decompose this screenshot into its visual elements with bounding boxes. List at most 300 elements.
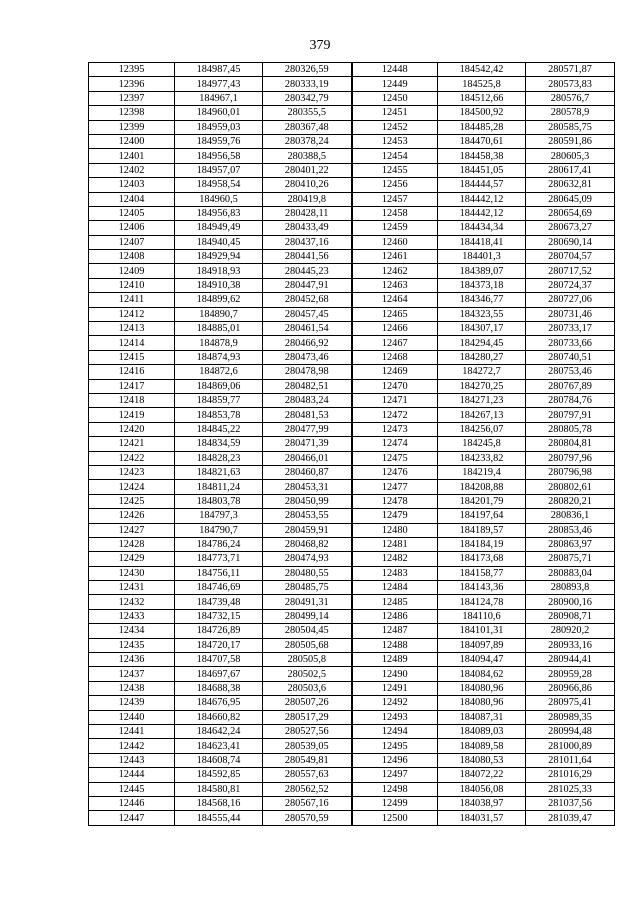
x-coordinate-cell: 184101,31 [438, 624, 526, 638]
y-coordinate-cell: 280481,53 [263, 408, 352, 422]
point-number-cell: 12500 [352, 811, 438, 825]
x-coordinate-cell: 184608,74 [175, 753, 263, 767]
y-coordinate-cell: 280491,31 [263, 595, 352, 609]
x-coordinate-cell: 184542,42 [438, 63, 526, 77]
point-number-cell: 12431 [89, 581, 175, 595]
table-row [89, 206, 615, 220]
x-coordinate-cell: 184434,34 [438, 221, 526, 235]
table-row [89, 739, 615, 753]
point-number-cell: 12483 [352, 566, 438, 580]
y-coordinate-cell: 280567,16 [263, 796, 352, 810]
point-number-cell: 12411 [89, 293, 175, 307]
point-number-cell: 12448 [352, 63, 438, 77]
y-coordinate-cell: 280989,35 [526, 710, 615, 724]
point-number-cell: 12490 [352, 667, 438, 681]
point-number-cell: 12454 [352, 149, 438, 163]
x-coordinate-cell: 184872,6 [175, 365, 263, 379]
y-coordinate-cell: 280900,16 [526, 595, 615, 609]
table-row [89, 221, 615, 235]
y-coordinate-cell: 280557,63 [263, 768, 352, 782]
y-coordinate-cell: 280753,46 [526, 365, 615, 379]
table-row [89, 336, 615, 350]
point-number-cell: 12446 [89, 796, 175, 810]
x-coordinate-cell: 184245,8 [438, 437, 526, 451]
x-coordinate-cell: 184158,77 [438, 566, 526, 580]
y-coordinate-cell: 280591,86 [526, 134, 615, 148]
table-row [89, 638, 615, 652]
y-coordinate-cell: 280355,5 [263, 106, 352, 120]
x-coordinate-cell: 184280,27 [438, 350, 526, 364]
point-number-cell: 12451 [352, 106, 438, 120]
x-coordinate-cell: 184451,05 [438, 163, 526, 177]
y-coordinate-cell: 281016,29 [526, 768, 615, 782]
x-coordinate-cell: 184720,17 [175, 638, 263, 652]
x-coordinate-cell: 184256,07 [438, 422, 526, 436]
point-number-cell: 12464 [352, 293, 438, 307]
table-row [89, 437, 615, 451]
point-number-cell: 12426 [89, 509, 175, 523]
x-coordinate-cell: 184959,76 [175, 134, 263, 148]
point-number-cell: 12420 [89, 422, 175, 436]
point-number-cell: 12497 [352, 768, 438, 782]
x-coordinate-cell: 184124,78 [438, 595, 526, 609]
point-number-cell: 12491 [352, 681, 438, 695]
x-coordinate-cell: 184786,24 [175, 537, 263, 551]
point-number-cell: 12457 [352, 192, 438, 206]
point-number-cell: 12429 [89, 552, 175, 566]
table-row [89, 63, 615, 77]
table-row [89, 379, 615, 393]
y-coordinate-cell: 280562,52 [263, 782, 352, 796]
table-row [89, 811, 615, 825]
table-row [89, 350, 615, 364]
table-row [89, 609, 615, 623]
y-coordinate-cell: 280883,04 [526, 566, 615, 580]
y-coordinate-cell: 280457,45 [263, 307, 352, 321]
table-row [89, 134, 615, 148]
y-coordinate-cell: 280477,99 [263, 422, 352, 436]
x-coordinate-cell: 184056,08 [438, 782, 526, 796]
y-coordinate-cell: 280473,46 [263, 350, 352, 364]
table-row [89, 393, 615, 407]
point-number-cell: 12456 [352, 178, 438, 192]
y-coordinate-cell: 280466,01 [263, 451, 352, 465]
x-coordinate-cell: 184458,38 [438, 149, 526, 163]
coordinates-table-body [89, 63, 615, 826]
x-coordinate-cell: 184790,7 [175, 523, 263, 537]
point-number-cell: 12452 [352, 120, 438, 134]
y-coordinate-cell: 280452,68 [263, 293, 352, 307]
coordinates-table [88, 62, 615, 826]
x-coordinate-cell: 184756,11 [175, 566, 263, 580]
y-coordinate-cell: 280527,56 [263, 724, 352, 738]
x-coordinate-cell: 184676,95 [175, 696, 263, 710]
y-coordinate-cell: 280585,75 [526, 120, 615, 134]
x-coordinate-cell: 184987,45 [175, 63, 263, 77]
x-coordinate-cell: 184957,07 [175, 163, 263, 177]
x-coordinate-cell: 184859,77 [175, 393, 263, 407]
point-number-cell: 12495 [352, 739, 438, 753]
point-number-cell: 12474 [352, 437, 438, 451]
x-coordinate-cell: 184097,89 [438, 638, 526, 652]
point-number-cell: 12403 [89, 178, 175, 192]
point-number-cell: 12476 [352, 465, 438, 479]
point-number-cell: 12436 [89, 653, 175, 667]
y-coordinate-cell: 280428,11 [263, 206, 352, 220]
point-number-cell: 12493 [352, 710, 438, 724]
x-coordinate-cell: 184929,94 [175, 250, 263, 264]
y-coordinate-cell: 280459,91 [263, 523, 352, 537]
x-coordinate-cell: 184208,88 [438, 480, 526, 494]
table-row [89, 264, 615, 278]
y-coordinate-cell: 280836,1 [526, 509, 615, 523]
point-number-cell: 12433 [89, 609, 175, 623]
y-coordinate-cell: 280482,51 [263, 379, 352, 393]
table-row [89, 250, 615, 264]
point-number-cell: 12447 [89, 811, 175, 825]
x-coordinate-cell: 184739,48 [175, 595, 263, 609]
x-coordinate-cell: 184918,93 [175, 264, 263, 278]
point-number-cell: 12398 [89, 106, 175, 120]
point-number-cell: 12470 [352, 379, 438, 393]
point-number-cell: 12463 [352, 278, 438, 292]
x-coordinate-cell: 184940,45 [175, 235, 263, 249]
y-coordinate-cell: 280920,2 [526, 624, 615, 638]
y-coordinate-cell: 280419,8 [263, 192, 352, 206]
table-row [89, 163, 615, 177]
y-coordinate-cell: 280802,61 [526, 480, 615, 494]
x-coordinate-cell: 184184,19 [438, 537, 526, 551]
y-coordinate-cell: 280704,57 [526, 250, 615, 264]
point-number-cell: 12489 [352, 653, 438, 667]
y-coordinate-cell: 280863,97 [526, 537, 615, 551]
point-number-cell: 12472 [352, 408, 438, 422]
x-coordinate-cell: 184803,78 [175, 494, 263, 508]
y-coordinate-cell: 280517,29 [263, 710, 352, 724]
x-coordinate-cell: 184089,58 [438, 739, 526, 753]
x-coordinate-cell: 184110,6 [438, 609, 526, 623]
point-number-cell: 12397 [89, 91, 175, 105]
x-coordinate-cell: 184834,59 [175, 437, 263, 451]
x-coordinate-cell: 184821,63 [175, 465, 263, 479]
point-number-cell: 12408 [89, 250, 175, 264]
y-coordinate-cell: 280733,17 [526, 322, 615, 336]
y-coordinate-cell: 280767,89 [526, 379, 615, 393]
y-coordinate-cell: 280437,16 [263, 235, 352, 249]
y-coordinate-cell: 280727,06 [526, 293, 615, 307]
table-row [89, 681, 615, 695]
x-coordinate-cell: 184580,81 [175, 782, 263, 796]
x-coordinate-cell: 184271,23 [438, 393, 526, 407]
x-coordinate-cell: 184080,96 [438, 681, 526, 695]
x-coordinate-cell: 184797,3 [175, 509, 263, 523]
y-coordinate-cell: 280690,14 [526, 235, 615, 249]
table-row [89, 120, 615, 134]
x-coordinate-cell: 184890,7 [175, 307, 263, 321]
y-coordinate-cell: 281011,64 [526, 753, 615, 767]
y-coordinate-cell: 280549,81 [263, 753, 352, 767]
y-coordinate-cell: 280784,76 [526, 393, 615, 407]
point-number-cell: 12407 [89, 235, 175, 249]
x-coordinate-cell: 184885,01 [175, 322, 263, 336]
y-coordinate-cell: 280453,55 [263, 509, 352, 523]
y-coordinate-cell: 280507,26 [263, 696, 352, 710]
y-coordinate-cell: 280933,16 [526, 638, 615, 652]
point-number-cell: 12459 [352, 221, 438, 235]
y-coordinate-cell: 280820,21 [526, 494, 615, 508]
point-number-cell: 12434 [89, 624, 175, 638]
table-row [89, 537, 615, 551]
table-row [89, 322, 615, 336]
table-row [89, 552, 615, 566]
x-coordinate-cell: 184512,66 [438, 91, 526, 105]
y-coordinate-cell: 280466,92 [263, 336, 352, 350]
x-coordinate-cell: 184201,79 [438, 494, 526, 508]
x-coordinate-cell: 184373,18 [438, 278, 526, 292]
y-coordinate-cell: 280504,45 [263, 624, 352, 638]
y-coordinate-cell: 280632,81 [526, 178, 615, 192]
point-number-cell: 12439 [89, 696, 175, 710]
x-coordinate-cell: 184878,9 [175, 336, 263, 350]
table-row [89, 724, 615, 738]
point-number-cell: 12432 [89, 595, 175, 609]
x-coordinate-cell: 184323,55 [438, 307, 526, 321]
point-number-cell: 12492 [352, 696, 438, 710]
table-row [89, 77, 615, 91]
point-number-cell: 12465 [352, 307, 438, 321]
point-number-cell: 12435 [89, 638, 175, 652]
point-number-cell: 12401 [89, 149, 175, 163]
y-coordinate-cell: 280474,93 [263, 552, 352, 566]
x-coordinate-cell: 184958,54 [175, 178, 263, 192]
point-number-cell: 12468 [352, 350, 438, 364]
point-number-cell: 12466 [352, 322, 438, 336]
point-number-cell: 12419 [89, 408, 175, 422]
x-coordinate-cell: 184726,89 [175, 624, 263, 638]
x-coordinate-cell: 184660,82 [175, 710, 263, 724]
page-number: 379 [309, 38, 331, 53]
point-number-cell: 12486 [352, 609, 438, 623]
table-row [89, 667, 615, 681]
table-row [89, 408, 615, 422]
point-number-cell: 12428 [89, 537, 175, 551]
point-number-cell: 12396 [89, 77, 175, 91]
point-number-cell: 12453 [352, 134, 438, 148]
x-coordinate-cell: 184960,01 [175, 106, 263, 120]
y-coordinate-cell: 280654,69 [526, 206, 615, 220]
y-coordinate-cell: 280731,46 [526, 307, 615, 321]
y-coordinate-cell: 280539,05 [263, 739, 352, 753]
x-coordinate-cell: 184845,22 [175, 422, 263, 436]
y-coordinate-cell: 280578,9 [526, 106, 615, 120]
point-number-cell: 12473 [352, 422, 438, 436]
y-coordinate-cell: 280461,54 [263, 322, 352, 336]
x-coordinate-cell: 184949,49 [175, 221, 263, 235]
x-coordinate-cell: 184568,16 [175, 796, 263, 810]
point-number-cell: 12438 [89, 681, 175, 695]
y-coordinate-cell: 280975,41 [526, 696, 615, 710]
point-number-cell: 12494 [352, 724, 438, 738]
point-number-cell: 12449 [352, 77, 438, 91]
y-coordinate-cell: 280875,71 [526, 552, 615, 566]
y-coordinate-cell: 280797,96 [526, 451, 615, 465]
x-coordinate-cell: 184956,83 [175, 206, 263, 220]
y-coordinate-cell: 280959,28 [526, 667, 615, 681]
table-row [89, 278, 615, 292]
y-coordinate-cell: 281025,33 [526, 782, 615, 796]
y-coordinate-cell: 280805,78 [526, 422, 615, 436]
x-coordinate-cell: 184642,24 [175, 724, 263, 738]
x-coordinate-cell: 184869,06 [175, 379, 263, 393]
x-coordinate-cell: 184977,43 [175, 77, 263, 91]
point-number-cell: 12404 [89, 192, 175, 206]
x-coordinate-cell: 184089,03 [438, 724, 526, 738]
point-number-cell: 12444 [89, 768, 175, 782]
y-coordinate-cell: 280576,7 [526, 91, 615, 105]
point-number-cell: 12461 [352, 250, 438, 264]
table-row [89, 753, 615, 767]
table-row [89, 178, 615, 192]
table-row [89, 91, 615, 105]
x-coordinate-cell: 184197,64 [438, 509, 526, 523]
x-coordinate-cell: 184031,57 [438, 811, 526, 825]
table-row [89, 523, 615, 537]
y-coordinate-cell: 280450,99 [263, 494, 352, 508]
x-coordinate-cell: 184899,62 [175, 293, 263, 307]
table-row [89, 149, 615, 163]
point-number-cell: 12477 [352, 480, 438, 494]
table-row [89, 451, 615, 465]
y-coordinate-cell: 280605,3 [526, 149, 615, 163]
table-row [89, 235, 615, 249]
point-number-cell: 12412 [89, 307, 175, 321]
y-coordinate-cell: 281037,56 [526, 796, 615, 810]
table-row [89, 710, 615, 724]
point-number-cell: 12488 [352, 638, 438, 652]
point-number-cell: 12395 [89, 63, 175, 77]
y-coordinate-cell: 280433,49 [263, 221, 352, 235]
y-coordinate-cell: 280441,56 [263, 250, 352, 264]
x-coordinate-cell: 184346,77 [438, 293, 526, 307]
y-coordinate-cell: 280367,48 [263, 120, 352, 134]
table-row [89, 365, 615, 379]
x-coordinate-cell: 184418,41 [438, 235, 526, 249]
y-coordinate-cell: 280499,14 [263, 609, 352, 623]
table-row [89, 624, 615, 638]
y-coordinate-cell: 280908,71 [526, 609, 615, 623]
y-coordinate-cell: 280645,09 [526, 192, 615, 206]
x-coordinate-cell: 184525,8 [438, 77, 526, 91]
y-coordinate-cell: 280502,5 [263, 667, 352, 681]
point-number-cell: 12469 [352, 365, 438, 379]
point-number-cell: 12455 [352, 163, 438, 177]
y-coordinate-cell: 280797,91 [526, 408, 615, 422]
point-number-cell: 12478 [352, 494, 438, 508]
table-row [89, 566, 615, 580]
x-coordinate-cell: 184707,58 [175, 653, 263, 667]
table-row [89, 494, 615, 508]
y-coordinate-cell: 280378,24 [263, 134, 352, 148]
x-coordinate-cell: 184967,1 [175, 91, 263, 105]
table-row [89, 106, 615, 120]
y-coordinate-cell: 280401,22 [263, 163, 352, 177]
point-number-cell: 12400 [89, 134, 175, 148]
point-number-cell: 12424 [89, 480, 175, 494]
point-number-cell: 12471 [352, 393, 438, 407]
x-coordinate-cell: 184470,61 [438, 134, 526, 148]
y-coordinate-cell: 280388,5 [263, 149, 352, 163]
y-coordinate-cell: 280471,39 [263, 437, 352, 451]
point-number-cell: 12440 [89, 710, 175, 724]
y-coordinate-cell: 280342,79 [263, 91, 352, 105]
y-coordinate-cell: 280485,75 [263, 581, 352, 595]
x-coordinate-cell: 184910,38 [175, 278, 263, 292]
point-number-cell: 12418 [89, 393, 175, 407]
x-coordinate-cell: 184080,53 [438, 753, 526, 767]
y-coordinate-cell: 280733,66 [526, 336, 615, 350]
x-coordinate-cell: 184500,92 [438, 106, 526, 120]
table-row [89, 307, 615, 321]
point-number-cell: 12437 [89, 667, 175, 681]
y-coordinate-cell: 280944,41 [526, 653, 615, 667]
x-coordinate-cell: 184732,15 [175, 609, 263, 623]
point-number-cell: 12442 [89, 739, 175, 753]
y-coordinate-cell: 280483,24 [263, 393, 352, 407]
y-coordinate-cell: 280503,6 [263, 681, 352, 695]
x-coordinate-cell: 184746,69 [175, 581, 263, 595]
x-coordinate-cell: 184072,22 [438, 768, 526, 782]
x-coordinate-cell: 184828,23 [175, 451, 263, 465]
y-coordinate-cell: 280571,87 [526, 63, 615, 77]
x-coordinate-cell: 184960,5 [175, 192, 263, 206]
y-coordinate-cell: 280447,91 [263, 278, 352, 292]
x-coordinate-cell: 184189,57 [438, 523, 526, 537]
x-coordinate-cell: 184272,7 [438, 365, 526, 379]
point-number-cell: 12415 [89, 350, 175, 364]
x-coordinate-cell: 184444,57 [438, 178, 526, 192]
point-number-cell: 12417 [89, 379, 175, 393]
point-number-cell: 12402 [89, 163, 175, 177]
point-number-cell: 12445 [89, 782, 175, 796]
y-coordinate-cell: 280505,8 [263, 653, 352, 667]
x-coordinate-cell: 184697,67 [175, 667, 263, 681]
x-coordinate-cell: 184389,07 [438, 264, 526, 278]
x-coordinate-cell: 184270,25 [438, 379, 526, 393]
x-coordinate-cell: 184688,38 [175, 681, 263, 695]
y-coordinate-cell: 280480,55 [263, 566, 352, 580]
x-coordinate-cell: 184874,93 [175, 350, 263, 364]
point-number-cell: 12485 [352, 595, 438, 609]
x-coordinate-cell: 184294,45 [438, 336, 526, 350]
x-coordinate-cell: 184811,24 [175, 480, 263, 494]
y-coordinate-cell: 280573,83 [526, 77, 615, 91]
point-number-cell: 12496 [352, 753, 438, 767]
x-coordinate-cell: 184173,68 [438, 552, 526, 566]
x-coordinate-cell: 184143,36 [438, 581, 526, 595]
point-number-cell: 12405 [89, 206, 175, 220]
table-row [89, 422, 615, 436]
point-number-cell: 12458 [352, 206, 438, 220]
x-coordinate-cell: 184080,96 [438, 696, 526, 710]
y-coordinate-cell: 280804,81 [526, 437, 615, 451]
table-row [89, 696, 615, 710]
x-coordinate-cell: 184094,47 [438, 653, 526, 667]
x-coordinate-cell: 184442,12 [438, 192, 526, 206]
y-coordinate-cell: 281039,47 [526, 811, 615, 825]
x-coordinate-cell: 184555,44 [175, 811, 263, 825]
x-coordinate-cell: 184307,17 [438, 322, 526, 336]
point-number-cell: 12487 [352, 624, 438, 638]
